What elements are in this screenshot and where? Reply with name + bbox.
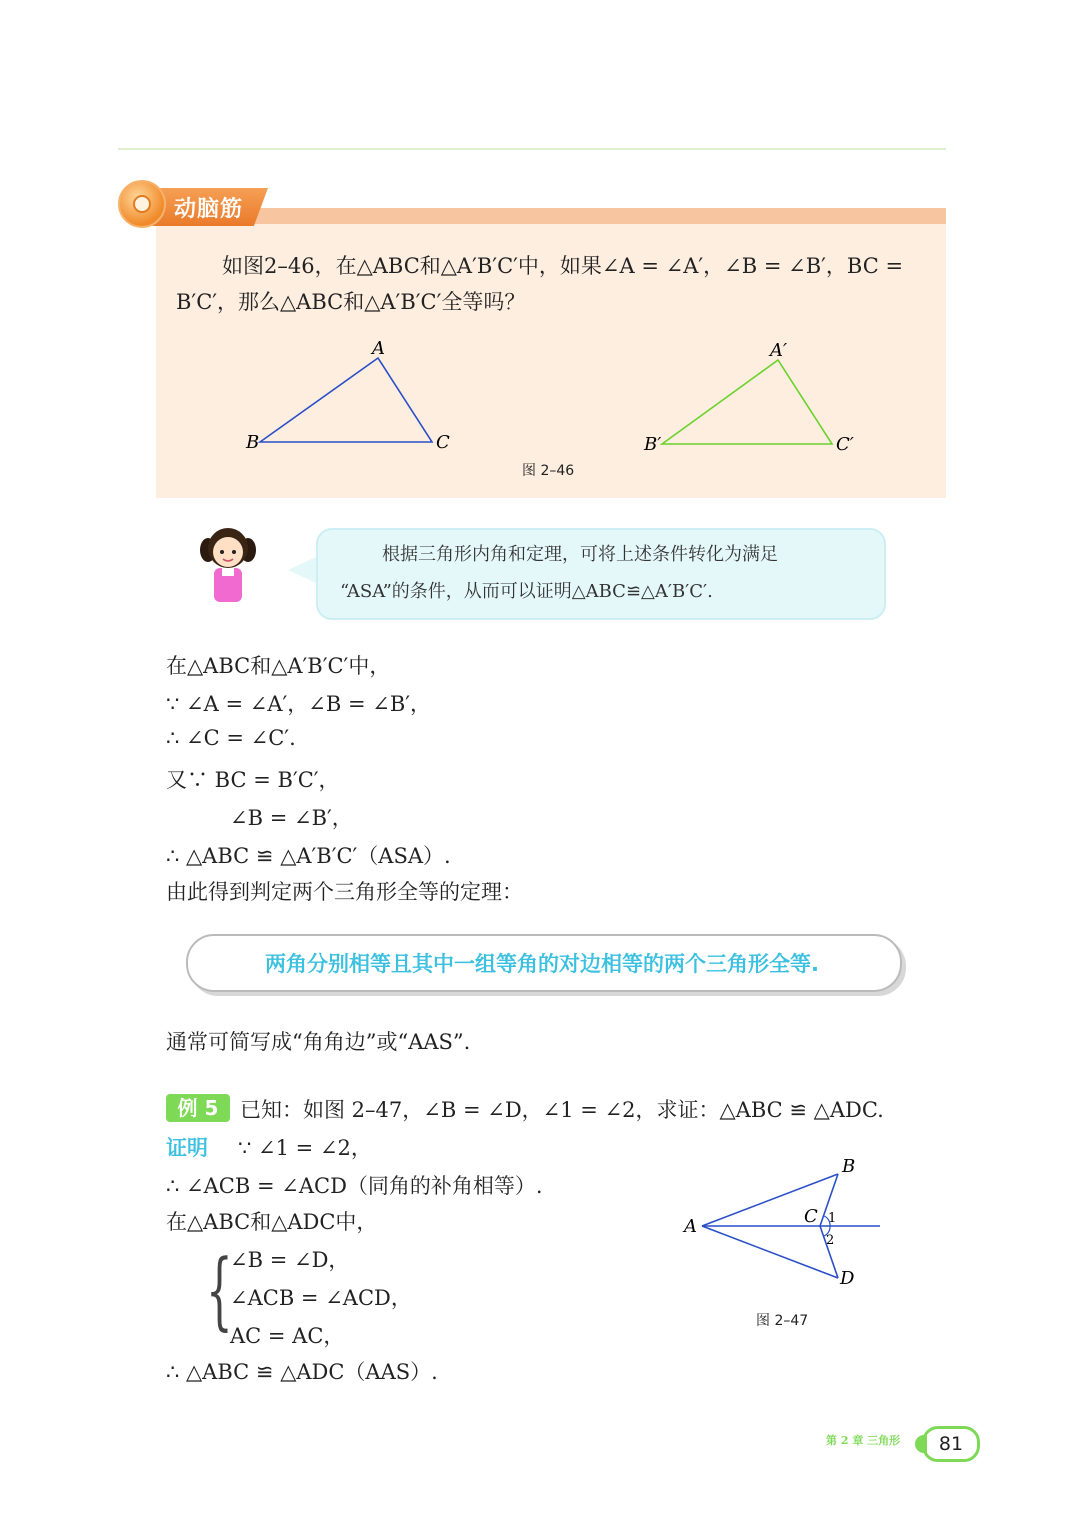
- hint-text: [340, 536, 870, 610]
- proof-line-5: ∠B = ∠B′，: [230, 806, 353, 830]
- proof-line-4: 又∵ BC = B′C′，: [166, 768, 340, 792]
- example-proof-line-1: ∵ ∠1 = ∠2，: [238, 1136, 372, 1160]
- example-proof-line-4: ∴ △ABC ≌ △ADC（AAS）.: [166, 1360, 438, 1384]
- hint-line-2: “ASA”的条件，从而可以证明△ABC≌△A′B′C′.: [340, 581, 713, 602]
- think-section-title: 动脑筋: [174, 197, 244, 222]
- label-angle-1: 1: [828, 1211, 837, 1226]
- label-c-prime: C′: [836, 434, 854, 455]
- proof-line-2: ∵ ∠A = ∠A′，∠B = ∠B′，: [166, 692, 432, 716]
- brace: {: [206, 1241, 233, 1339]
- label-a: A: [372, 338, 385, 359]
- gear-icon: [118, 180, 166, 228]
- hint-line-1: 根据三角形内角和定理，可将上述条件转化为满足: [382, 544, 778, 565]
- page-number: 81: [922, 1426, 980, 1462]
- triangle-abc: [260, 358, 432, 442]
- theorem-text: 两角分别相等且其中一组等角的对边相等的两个三角形全等.: [265, 952, 819, 976]
- figure-2-46: [156, 330, 946, 480]
- label-angle-2: 2: [826, 1233, 835, 1248]
- label-b-47: B: [842, 1156, 856, 1177]
- example-proof-line-3: 在△ABC和△ADC中，: [166, 1210, 378, 1234]
- proof-tag: 证明: [166, 1136, 208, 1160]
- abbreviation-line: 通常可简写成“角角边”或“AAS”.: [166, 1030, 471, 1054]
- label-d-47: D: [840, 1268, 855, 1289]
- example-proof-line-2: ∴ ∠ACB = ∠ACD（同角的补角相等）.: [166, 1174, 543, 1198]
- example-tag: 例 5: [166, 1094, 230, 1122]
- problem-line-1: 如图2–46，在△ABC和△A′B′C′中，如果∠A = ∠A′，∠B = ∠B′，BC =: [222, 254, 904, 278]
- figure-caption-2-47: 图 2–47: [756, 1313, 809, 1329]
- think-section-band: [156, 208, 946, 224]
- proof-line-7: 由此得到判定两个三角形全等的定理：: [166, 880, 523, 904]
- label-a-47: A: [684, 1216, 697, 1237]
- label-b-prime: B′: [644, 434, 662, 455]
- proof-line-6: ∴ △ABC ≌ △A′B′C′（ASA）.: [166, 844, 451, 868]
- proof-line-3: ∴ ∠C = ∠C′.: [166, 726, 296, 750]
- girl-avatar: [196, 522, 260, 606]
- figure-2-47: [680, 1152, 900, 1292]
- example-statement: 已知：如图 2–47，∠B = ∠D，∠1 = ∠2，求证：△ABC ≌ △ADC.: [240, 1098, 884, 1122]
- chapter-label: 第 2 章 三角形: [826, 1434, 901, 1447]
- speech-bubble-tail: [288, 556, 318, 584]
- proof-line-1: 在△ABC和△A′B′C′中，: [166, 654, 391, 678]
- condition-3: AC = AC，: [230, 1324, 345, 1348]
- label-a-prime: A′: [770, 340, 788, 361]
- problem-line-2: B′C′，那么△ABC和△A′B′C′全等吗？: [176, 290, 526, 314]
- condition-2: ∠ACB = ∠ACD，: [230, 1286, 412, 1310]
- figure-caption-2-46: 图 2–46: [522, 463, 575, 479]
- label-c-47: C: [804, 1206, 818, 1227]
- triangle-abc-prime: [662, 360, 832, 444]
- segment-ad: [702, 1226, 838, 1278]
- top-rule: [118, 148, 946, 150]
- label-b: B: [246, 432, 260, 453]
- label-c: C: [436, 432, 450, 453]
- condition-1: ∠B = ∠D，: [230, 1248, 350, 1272]
